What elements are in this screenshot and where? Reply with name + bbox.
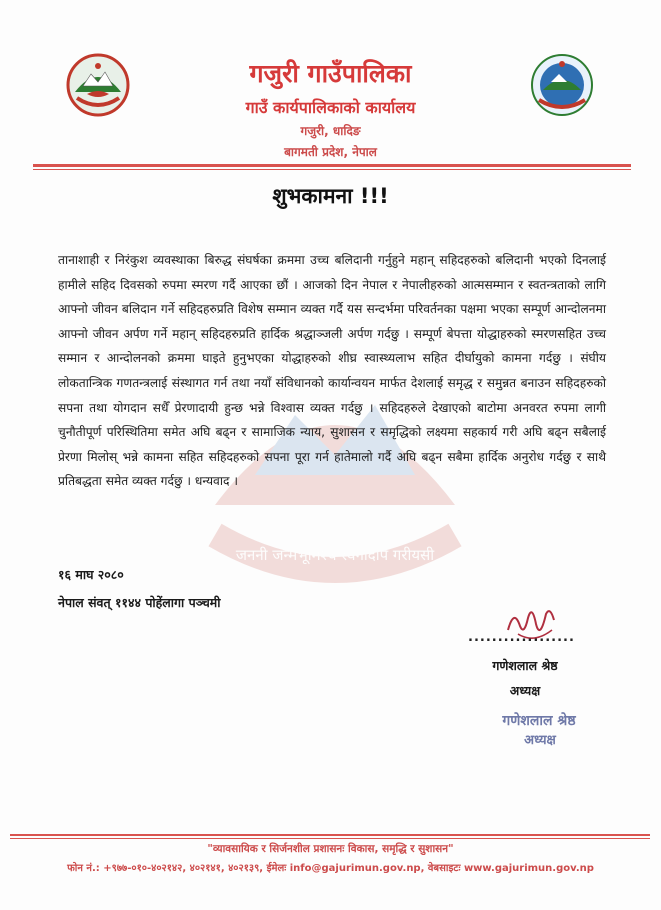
signature-line: .................. [468, 630, 575, 645]
footer-divider-thin [10, 838, 650, 839]
footer-divider [10, 834, 650, 836]
header-divider-thin [33, 169, 631, 170]
footer-motto: "व्यावसायिक र सिर्जनशील प्रशासनः विकास, समृद्धि र सुशासन" [207, 843, 454, 855]
municipality-title: गजुरी गाउँपालिका [249, 59, 412, 88]
greeting-heading: शुभकामना !!! [272, 184, 389, 208]
footer-contact: फोन नं.: +९७७-०१०-४०२१४२, ४०२१४१, ४०२१३९, ईमेलः info@gajurimun.gov.np, वेबसाइटः www.gajurimun.gov.np [67, 863, 594, 874]
signatory-title: अध्यक्ष [509, 683, 541, 698]
watermark-motto: जननी जन्मभूमिश्च स्वर्गादपि गरीयसी [235, 546, 435, 564]
signatory-name: गणेशलाल श्रेष्ठ [492, 658, 558, 673]
office-address: गजुरी, धादिङ [300, 124, 361, 138]
header-divider [33, 164, 631, 167]
date-bs: १६ माघ २०८० [58, 567, 124, 582]
message-body: तानाशाही र निरंकुश व्यवस्थाका बिरुद्ध संघर्षका क्रममा उच्च बलिदानी गर्नुहुने महान् सहिदहरुको बलिदानी भएको दिनलाई हामीले सहिद दिवसको रुपमा स्मरण गर्दै आएका छौं । आजको दिन नेपाल र नेपालीहरुको आत्मसम्मान र स्वतन्त्रताको लागि आफ्नो जीवन बलिदान गर्ने सहिदहरुप्रति विशेष सम्मान व्यक्त गर्दै यस सन्दर्भमा परिवर्तनका पक्षमा भएका सम्पूर्ण आन्दोलनमा आफ्नो जीवन अर्पण गर्ने महान् सहिदहरुप्रति हार्दिक श्रद्धाञ्जली अर्पण गर्दछु । सम्पूर्ण बेपत्ता योद्धाहरुको स्मरणसहित उच्च सम्मान र आन्दोलनको क्रममा घाइते हुनुभएका योद्धाहरुको शीघ्र स्वास्थ्यलाभ सहित दीर्घायुको कामना गर्दछु । संघीय लोकतान्त्रिक गणतन्त्रलाई संस्थागत गर्न तथा नयाँ संविधानको कार्यान्वयन मार्फत देशलाई समृद्ध र समुन्नत बनाउन सहिदहरुको सपना तथा योगदान सधैँ प्रेरणादायी हुन्छ भन्ने विश्वास व्यक्त गर्दछु । सहिदहरुले देखाएको बाटोमा अनवरत रुपमा लागी चुनौतीपूर्ण परिस्थितिमा समेत अघि बढ्न र सामाजिक न्याय, सुशासन र समृद्धिको लक्ष्यमा सहकार्य गरी अघि बढ्न सबैलाई प्रेरणा मिलोस् भन्ने कामना सहित सहिदहरुको सपना पूरा गर्न हातेमालो गर्दै अघि बढ्न सबैमा हार्दिक अनुरोध गर्दछु र साथै प्रतिबद्धता समेत व्यक्त गर्दछु । धन्यवाद । [58, 253, 606, 489]
office-name: गाउँ कार्यपालिकाको कार्यालय [245, 98, 416, 117]
stamp-title: अध्यक्ष [524, 733, 556, 748]
office-province: बागमती प्रदेश, नेपाल [284, 145, 377, 159]
date-nepal-sambat: नेपाल संवत् ११४४ पोहेंलागा पञ्चमी [58, 595, 221, 610]
stamp-name: गणेशलाल श्रेष्ठ [502, 713, 576, 729]
